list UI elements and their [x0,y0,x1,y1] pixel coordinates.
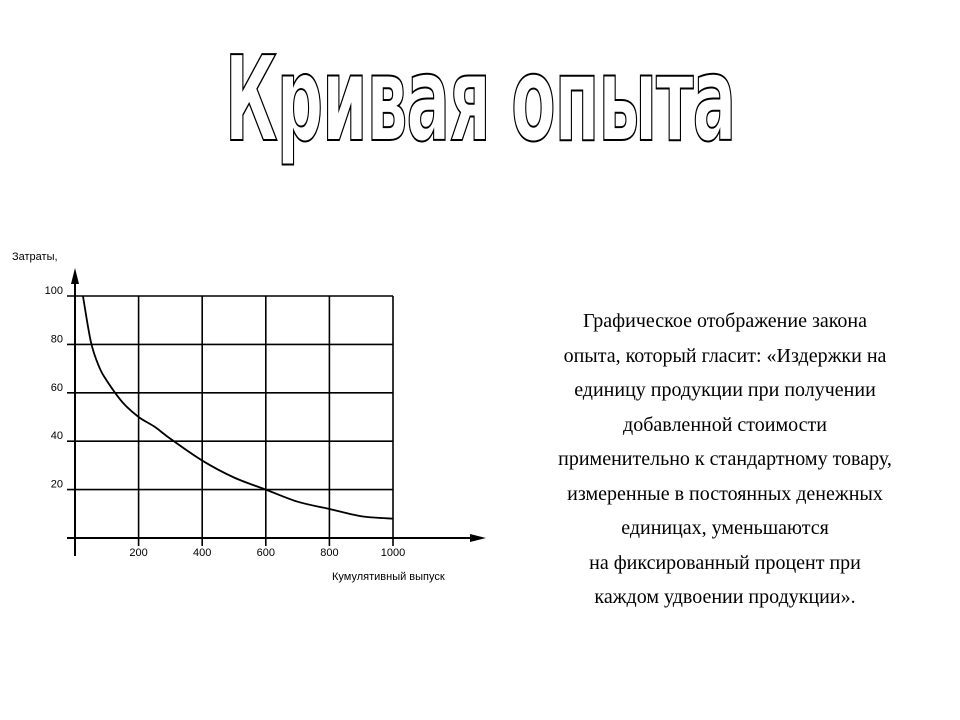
description-text [500,304,950,615]
y-tick-label: 20 [50,478,63,491]
chart-grid [67,296,393,546]
experience-curve-chart [0,240,500,590]
x-tick-label: 600 [256,547,275,559]
series-line [83,296,393,519]
y-tick-label: 60 [50,381,63,394]
description-line: применительно к стандартному товару, [558,448,892,470]
x-tick-label: 400 [193,547,212,559]
slide-title: Кривая опыта [224,30,736,168]
description-line: измеренные в постоянных денежных [567,482,883,505]
x-tick-label: 200 [129,547,148,559]
description-line: единицу продукции при получении [574,379,876,401]
x-axis-label: Кумулятивный выпуск [332,571,445,583]
chart-series [83,296,393,519]
description-line: опыта, который гласит: «Издержки на [563,344,887,367]
chart-ticks [45,285,406,559]
y-tick-label: 40 [50,430,63,443]
y-axis-label: Затраты, [12,251,58,263]
x-tick-label: 800 [320,547,339,559]
y-tick-label: 100 [44,285,63,297]
description-line: единицах, уменьшаются [621,517,829,539]
x-axis-arrow-icon [470,534,486,542]
y-tick-label: 80 [50,333,63,346]
description-line: Графическое отображение закона [582,310,867,332]
chart-axes [67,268,486,556]
y-axis-arrow-icon [71,268,79,284]
description-line: добавленной стоимости [623,413,827,436]
description-line: на фиксированный процент при [589,551,861,574]
description-line: каждом удвоении продукции». [594,586,856,608]
x-tick-label: 1000 [380,547,406,559]
